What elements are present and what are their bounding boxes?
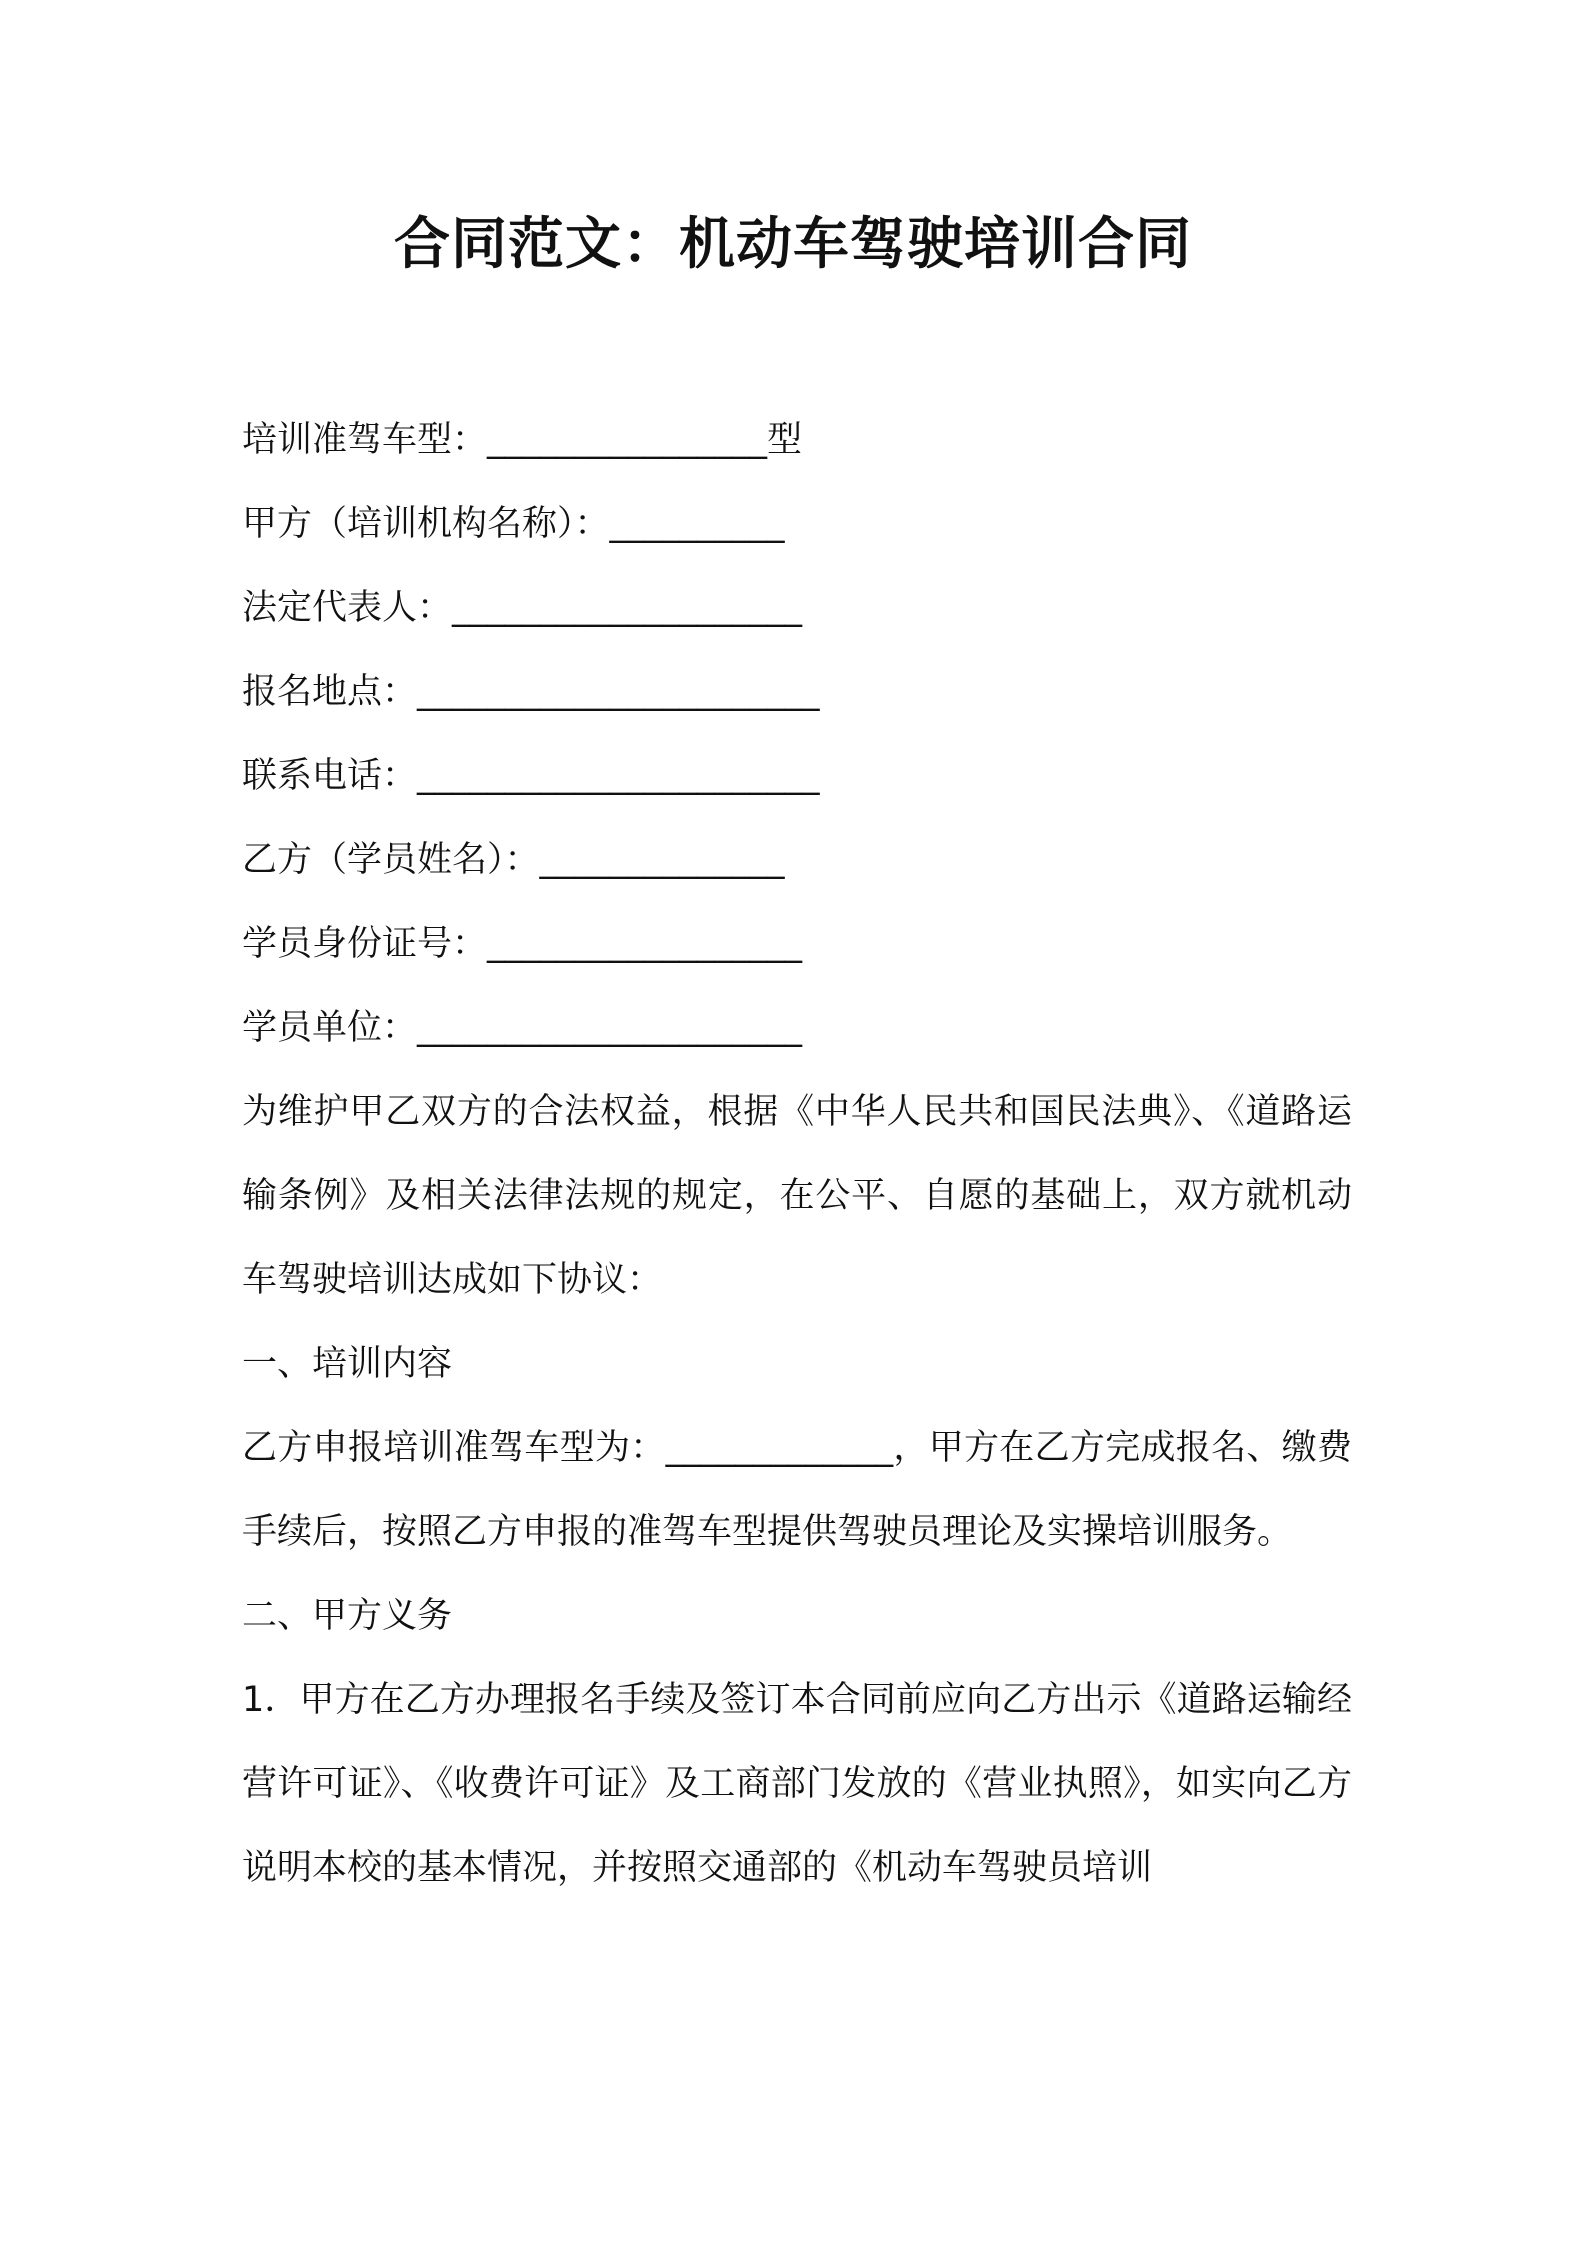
section-training-content-text: 乙方申报培训准驾车型为：_____________，甲方在乙方完成报名、缴费手续后，按照乙方申报的准驾车型提供驾驶员理论及实操培训服务。 (242, 1428, 1352, 1552)
field-student-id-number: 学员身份证号：__________________ (242, 924, 803, 964)
field-student-employer: 学员单位：______________________ (242, 1008, 803, 1048)
field-party-a-name: 甲方（培训机构名称）：__________ (242, 504, 785, 544)
field-party-b-name: 乙方（学员姓名）：______________ (242, 840, 785, 880)
section-heading-training-content: 一、培训内容 (242, 1344, 453, 1384)
section-heading-party-a-obligations: 二、甲方义务 (242, 1596, 453, 1636)
document-body (242, 398, 1352, 1910)
document-title: 合同范文：机动车驾驶培训合同 (394, 212, 1192, 277)
field-vehicle-type: 培训准驾车型：________________型 (242, 420, 803, 460)
section-party-a-obligation-item-1: 1．甲方在乙方办理报名手续及签订本合同前应向乙方出示《道路运输经营许可证》、《收费许可证》及工商部门发放的《营业执照》，如实向乙方说明本校的基本情况，并按照交通部的《机动车驾驶员培训 (242, 1680, 1352, 1888)
field-legal-representative: 法定代表人：____________________ (242, 588, 803, 628)
field-contact-phone: 联系电话：_______________________ (242, 756, 820, 796)
field-registration-location: 报名地点：_______________________ (242, 672, 820, 712)
preamble-paragraph: 为维护甲乙双方的合法权益，根据《中华人民共和国民法典》、《道路运输条例》及相关法律法规的规定，在公平、自愿的基础上，双方就机动车驾驶培训达成如下协议： (242, 1092, 1352, 1300)
